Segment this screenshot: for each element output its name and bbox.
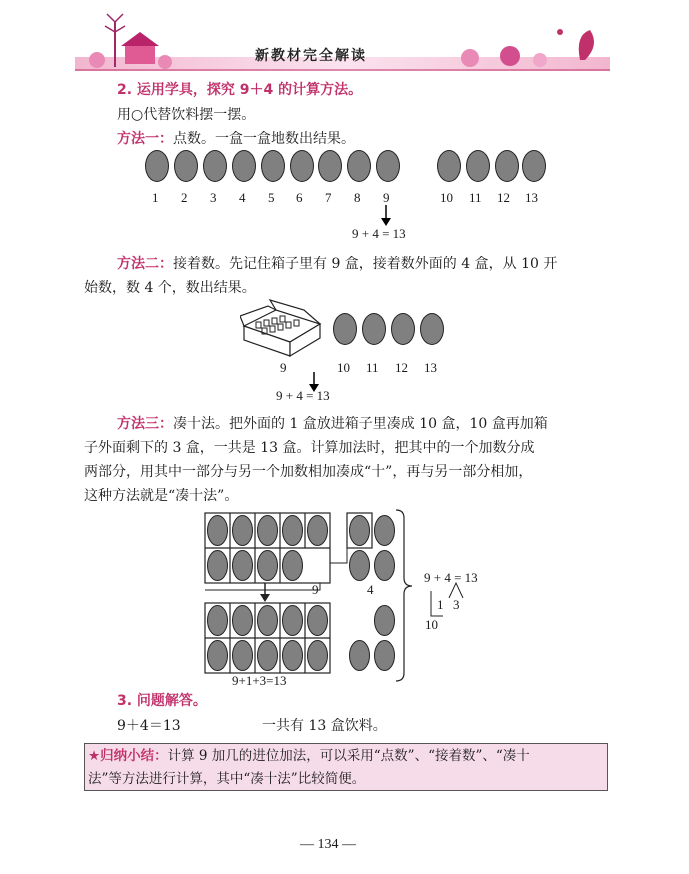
oval: [437, 150, 461, 182]
oval: [232, 150, 256, 182]
oval: [495, 150, 519, 182]
oval: [420, 313, 444, 345]
count-label: 3: [210, 190, 217, 205]
instruction-text: 用○代替饮料摆一摆。: [117, 107, 256, 123]
method-3-line-4: 这种方法就是“凑十法”。: [84, 488, 239, 504]
oval: [290, 150, 314, 182]
drink-box-icon: [240, 298, 324, 360]
oval: [347, 150, 371, 182]
section-2-title: 2. 运用学具，探究 9＋4 的计算方法。: [117, 82, 363, 98]
count-label: 12: [497, 190, 510, 205]
bottom-equation: 9+1+3=13: [232, 673, 287, 688]
method-1-label: 方法一：: [117, 131, 173, 147]
method-2-equation: 9 + 4 = 13: [276, 388, 330, 403]
method-2-text: 接着数。先记住箱子里有 9 盒，接着数外面的 4 盒，从 10 开: [173, 256, 558, 272]
count-label: 11: [469, 190, 482, 205]
label-nine: 9: [312, 582, 319, 597]
oval: [203, 150, 227, 182]
method-3-line-3: 两部分，用其中一部分与另一个加数相加凑成“十”，再与另一部分相加，: [84, 464, 533, 480]
flower-decoration-icon: [450, 20, 610, 70]
count-label: 10: [337, 360, 350, 375]
split-three: 3: [453, 597, 460, 612]
count-label: 6: [296, 190, 303, 205]
method-3-text: 凑十法。把外面的 1 盒放进箱子里凑成 10 盒，10 盒再加箱: [173, 416, 548, 432]
method-2-line-1: [117, 252, 557, 276]
method-3-label: 方法三：: [117, 416, 173, 432]
method-3-line-1: [117, 412, 548, 436]
oval: [333, 313, 357, 345]
answer-equation: 9＋4＝13: [117, 718, 181, 734]
method-1-text: 点数。一盒一盒地数出结果。: [173, 131, 355, 147]
count-label: 4: [239, 190, 246, 205]
label-four: 4: [367, 582, 374, 597]
summary-line-1: 计算 9 加几的进位加法，可以采用“点数”、“接着数”、“凑十: [167, 748, 530, 764]
answer-text: 一共有 13 盒饮料。: [262, 718, 387, 734]
method-3-line-2: 子外面剩下的 3 盒，一共是 13 盒。计算加法时，把其中的一个加数分成: [84, 440, 535, 456]
count-label: 1: [152, 190, 159, 205]
section-3-title: 3. 问题解答。: [117, 693, 207, 709]
oval: [466, 150, 490, 182]
house-decoration-icon: [85, 12, 175, 72]
oval: [376, 150, 400, 182]
summary-line-2: 法”等方法进行计算，其中“凑十法”比较简便。: [88, 771, 366, 787]
count-label: 10: [440, 190, 453, 205]
page-number: — 134 —: [300, 837, 356, 852]
oval: [261, 150, 285, 182]
count-label: 13: [525, 190, 538, 205]
method-1-line: [117, 128, 355, 148]
header-title: 新教材完全解读: [255, 48, 367, 64]
method-2-label: 方法二：: [117, 256, 173, 272]
oval: [174, 150, 198, 182]
oval: [145, 150, 169, 182]
count-label: 9: [280, 360, 287, 375]
oval: [391, 313, 415, 345]
count-label: 13: [424, 360, 437, 375]
method-2-line-2: 始数，数 4 个，数出结果。: [84, 280, 256, 296]
method-1-equation: 9 + 4 = 13: [352, 226, 406, 241]
count-label: 7: [325, 190, 332, 205]
count-label: 2: [181, 190, 188, 205]
count-label: 9: [383, 190, 390, 205]
count-label: 11: [366, 360, 379, 375]
split-ten: 10: [425, 617, 438, 632]
make-ten-equation: 9 + 4 = 13: [424, 570, 478, 585]
count-label: 8: [354, 190, 361, 205]
down-arrow-icon: [380, 205, 392, 227]
summary-label: ★归纳小结：: [88, 748, 168, 764]
oval: [318, 150, 342, 182]
split-one: 1: [437, 597, 444, 612]
oval: [522, 150, 546, 182]
count-label: 5: [268, 190, 275, 205]
count-label: 12: [395, 360, 408, 375]
summary-text: [88, 745, 604, 791]
oval: [362, 313, 386, 345]
